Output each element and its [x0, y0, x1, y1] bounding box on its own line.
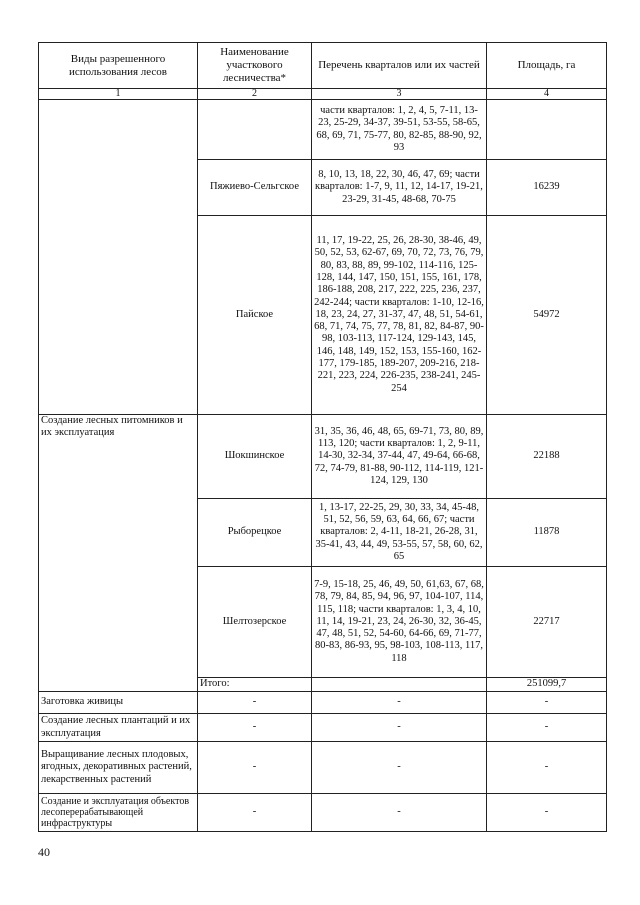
forestry-cell: Пайское	[198, 216, 312, 415]
forestry-cell: Шелтозерское	[198, 567, 312, 678]
use-type-cell-continued	[39, 100, 198, 415]
quarters-cell: -	[312, 692, 487, 714]
area-cell: 16239	[487, 160, 607, 216]
forestry-cell: Рыборецкое	[198, 499, 312, 567]
forestry-cell: -	[198, 714, 312, 742]
column-number-row	[39, 89, 607, 100]
area-cell: 22717	[487, 567, 607, 678]
table-row	[39, 794, 607, 832]
table-row	[39, 742, 607, 794]
forestry-cell: -	[198, 742, 312, 794]
forest-use-table	[38, 42, 607, 832]
column-number: 4	[487, 89, 607, 100]
header-area: Площадь, га	[487, 43, 607, 89]
use-type-cell: Создание лесных плантаций и их эксплуатация	[39, 714, 198, 742]
header-quarters-list: Перечень кварталов или их частей	[312, 43, 487, 89]
quarters-cell: -	[312, 742, 487, 794]
quarters-cell: части кварталов: 1, 2, 4, 5, 7-11, 13-23, 25-29, 34-37, 39-51, 53-55, 58-65, 68, 69, 71, 75-77, 80, 82-85, 88-90, 92, 93	[312, 100, 487, 160]
total-empty-cell	[312, 678, 487, 692]
table-row	[39, 714, 607, 742]
area-cell	[487, 100, 607, 160]
use-type-cell: Выращивание лесных плодовых, ягодных, декоративных растений, лекарственных растений	[39, 742, 198, 794]
page-number: 40	[38, 845, 50, 859]
use-type-cell: Создание лесных питомников и их эксплуатация	[39, 415, 198, 692]
quarters-cell: 11, 17, 19-22, 25, 26, 28-30, 38-46, 49, 50, 52, 53, 62-67, 69, 70, 72, 73, 76, 79, 80, 83, 88, 89, 99-102, 114-116, 125-128, 144, 147, 150, 151, 155, 161, 178, 186-188, 208, 217, 222, 225, 236, 237, 242-244; части кварталов: 1-10, 12-16, 18, 23, 24, 27, 31-37, 47, 48, 51, 54-61, 68, 71, 74, 75, 77, 78, 81, 82, 84-87, 90-98, 103-113, 117-124, 129-143, 145, 146, 148, 149, 152, 153, 155-160, 162-177, 179-185, 189-207, 209-216, 218-221, 223, 224, 226-235, 238-241, 245-254	[312, 216, 487, 415]
quarters-cell: 31, 35, 36, 46, 48, 65, 69-71, 73, 80, 89, 113, 120; части кварталов: 1, 2, 9-11, 14-30, 32-34, 37-44, 47, 49-64, 66-68, 72, 74-79, 81-88, 90-112, 114-119, 121-124, 129, 130	[312, 415, 487, 499]
forestry-cell: Шокшинское	[198, 415, 312, 499]
area-cell: 22188	[487, 415, 607, 499]
quarters-cell: 7-9, 15-18, 25, 46, 49, 50, 61,63, 67, 68, 78, 79, 84, 85, 94, 96, 97, 104-107, 114, 115, 118; части кварталов: 1, 3, 4, 10, 11, 14, 19-21, 23, 24, 26-30, 32, 36-45, 47, 48, 51, 52, 54-60, 64-66, 69, 71-77, 80-83, 86-93, 95, 98-103, 108-113, 117, 118	[312, 567, 487, 678]
area-cell: -	[487, 794, 607, 832]
area-cell: -	[487, 742, 607, 794]
column-number: 1	[39, 89, 198, 100]
table-row	[39, 692, 607, 714]
total-label: Итого:	[198, 678, 312, 692]
table-header-row	[39, 43, 607, 89]
forestry-cell	[198, 100, 312, 160]
quarters-cell: -	[312, 794, 487, 832]
forestry-cell: Пяжиево-Сельгское	[198, 160, 312, 216]
use-type-cell: Создание и эксплуатация объектов лесоперерабатывающей инфраструктуры	[39, 794, 198, 832]
area-cell: 11878	[487, 499, 607, 567]
table-row	[39, 415, 607, 499]
quarters-cell: -	[312, 714, 487, 742]
use-type-cell: Заготовка живицы	[39, 692, 198, 714]
area-cell: -	[487, 692, 607, 714]
column-number: 2	[198, 89, 312, 100]
area-cell: 54972	[487, 216, 607, 415]
column-number: 3	[312, 89, 487, 100]
quarters-cell: 1, 13-17, 22-25, 29, 30, 33, 34, 45-48, 51, 52, 56, 59, 63, 64, 66, 67; части кварталов: 2, 4-11, 18-21, 26-28, 31, 35-41, 43, 44, 49, 53-55, 57, 58, 60, 62, 65	[312, 499, 487, 567]
total-area: 251099,7	[487, 678, 607, 692]
quarters-cell: 8, 10, 13, 18, 22, 30, 46, 47, 69; части кварталов: 1-7, 9, 11, 12, 14-17, 19-21, 23-29, 31-45, 48-68, 70-75	[312, 160, 487, 216]
area-cell: -	[487, 714, 607, 742]
forestry-cell: -	[198, 794, 312, 832]
forestry-cell: -	[198, 692, 312, 714]
table-row	[39, 100, 607, 160]
header-use-type: Виды разрешенного использования лесов	[39, 43, 198, 89]
header-forestry-name: Наименование участкового лесничества*	[198, 43, 312, 89]
